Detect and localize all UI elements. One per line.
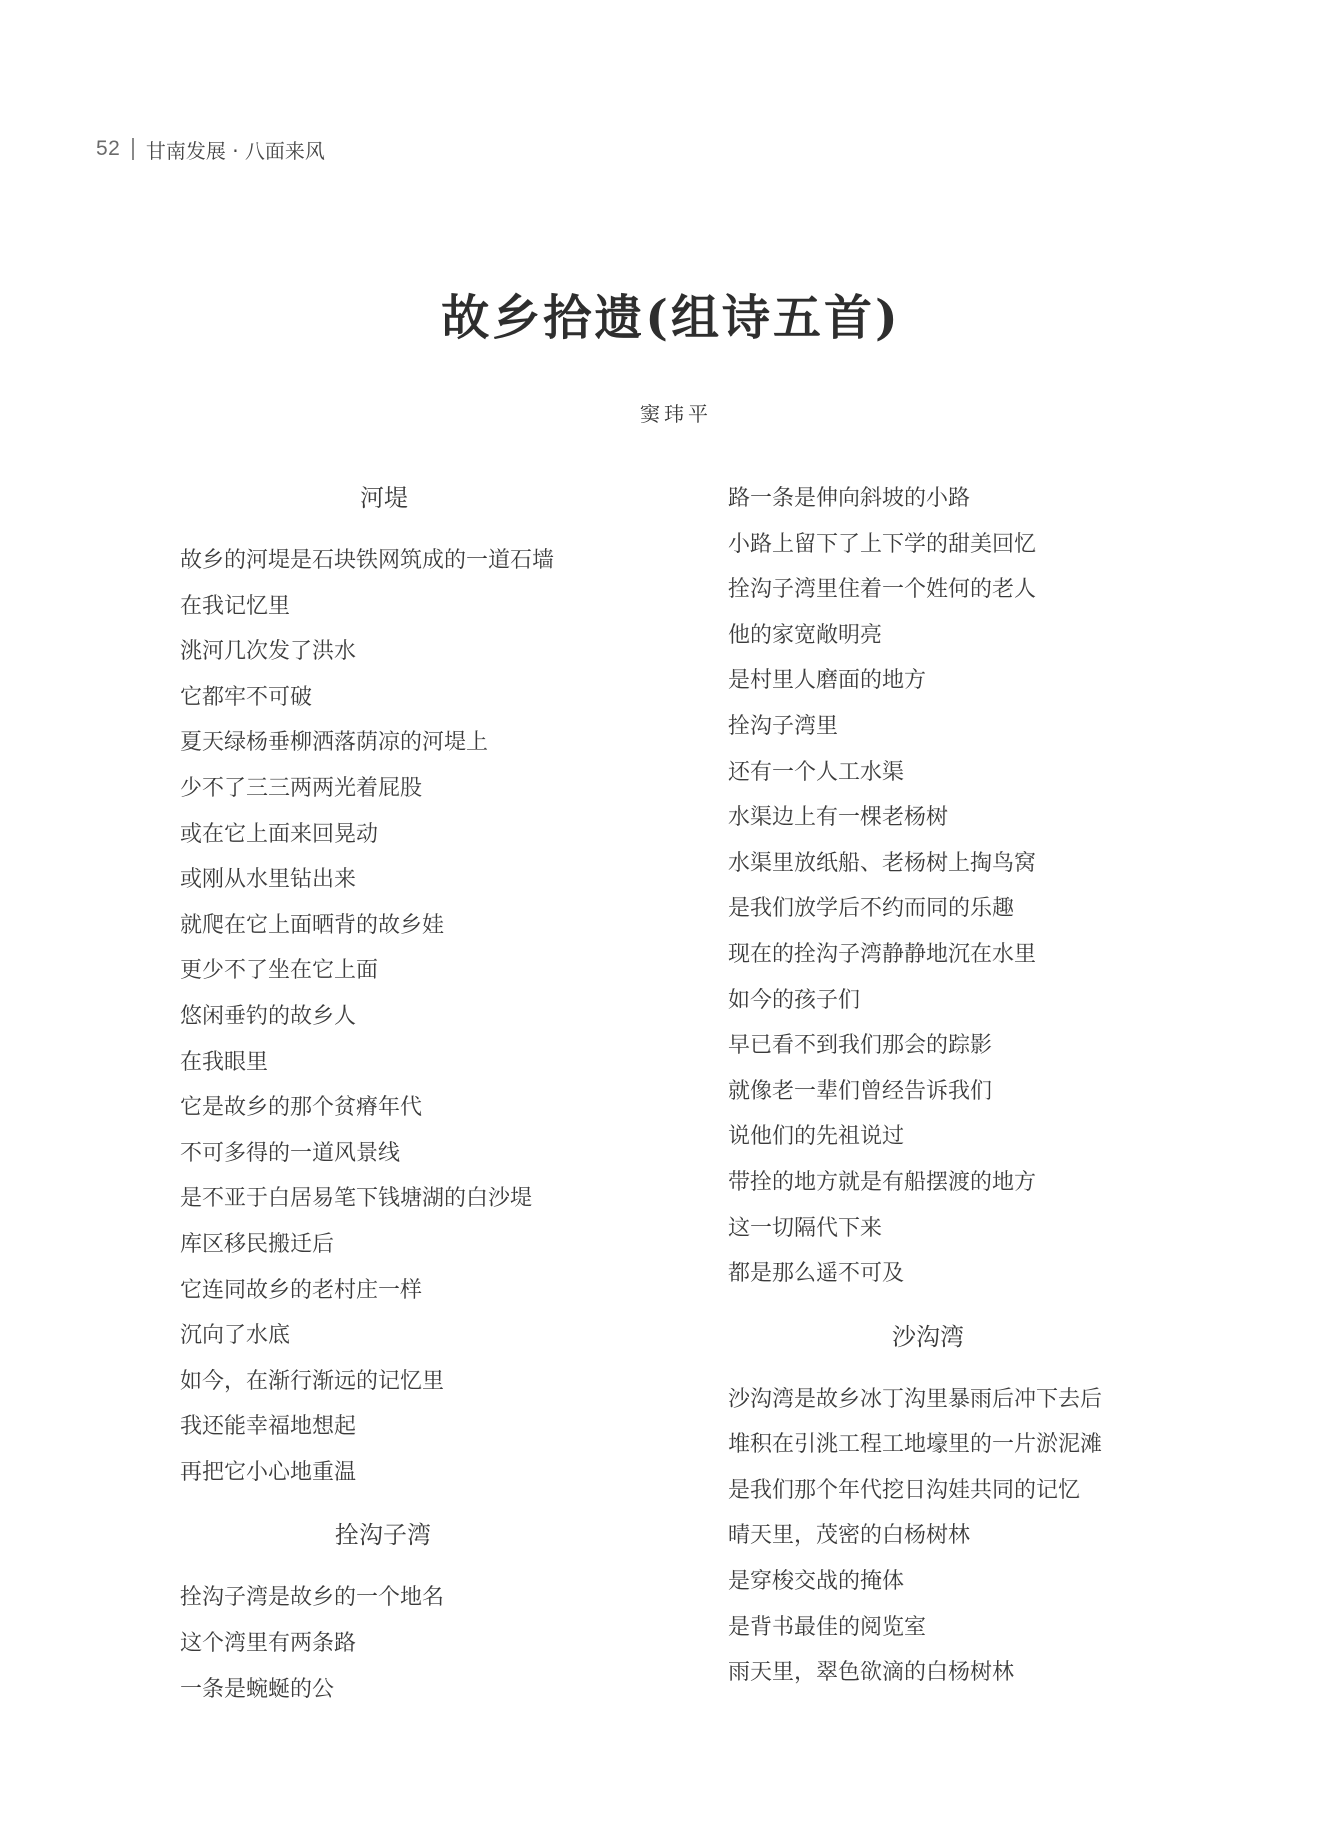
running-head bbox=[96, 134, 325, 164]
poem-line: 他的家宽敞明亮 bbox=[728, 622, 883, 648]
poem-line: 如今，在渐行渐远的记忆里 bbox=[180, 1368, 445, 1394]
poem-line: 或刚从水里钻出来 bbox=[180, 867, 357, 893]
poem-body-shagouwan bbox=[728, 1377, 1188, 1696]
poem-line: 故乡的河堤是石块铁网筑成的一道石墙 bbox=[180, 548, 555, 573]
poem-line: 它都牢不可破 bbox=[180, 684, 313, 710]
poem-line: 现在的拴沟子湾静静地沉在水里 bbox=[728, 941, 1037, 967]
poem-line: 堆积在引洮工程工地壕里的一片淤泥滩 bbox=[728, 1432, 1103, 1458]
poem-line: 都是那么遥不可及 bbox=[728, 1261, 905, 1287]
page-title: 故乡拾遗(组诗五首) bbox=[441, 290, 901, 346]
poem-line: 少不了三三两两光着屁股 bbox=[180, 775, 423, 801]
poem-heading-shagouwan: 沙沟湾 bbox=[892, 1322, 964, 1351]
poem-line: 还有一个人工水渠 bbox=[728, 759, 905, 785]
poem-line: 不可多得的一道风景线 bbox=[180, 1140, 401, 1166]
poem-heading-hedi: 河堤 bbox=[360, 484, 408, 512]
poem-line: 沙沟湾是故乡冰丁沟里暴雨后冲下去后 bbox=[728, 1386, 1103, 1412]
poem-line: 是我们放学后不约而同的乐趣 bbox=[728, 896, 1015, 922]
poem-line: 在我记忆里 bbox=[180, 593, 291, 619]
poem-line: 是不亚于白居易笔下钱塘湖的白沙堤 bbox=[180, 1186, 533, 1212]
poem-body-shuangouziwan bbox=[180, 1575, 620, 1712]
poem-line: 一条是蜿蜒的公 bbox=[180, 1676, 335, 1702]
poem-body-hedi bbox=[180, 538, 620, 1495]
poem-line: 雨天里，翠色欲滴的白杨树林 bbox=[728, 1660, 1015, 1686]
poem-line: 路一条是伸向斜坡的小路 bbox=[728, 486, 971, 511]
poem-line: 是穿梭交战的掩体 bbox=[728, 1569, 905, 1595]
poem-line: 就像老一辈们曾经告诉我们 bbox=[728, 1078, 993, 1104]
poem-line: 是背书最佳的阅览室 bbox=[728, 1614, 927, 1640]
right-column bbox=[728, 476, 1188, 1696]
section-gap bbox=[728, 1297, 1188, 1317]
poem-line: 拴沟子湾是故乡的一个地名 bbox=[180, 1585, 445, 1611]
poem-line: 悠闲垂钓的故乡人 bbox=[180, 1003, 357, 1029]
poem-line: 拴沟子湾里住着一个姓何的老人 bbox=[728, 577, 1037, 603]
poem-line: 库区移民搬迁后 bbox=[180, 1231, 335, 1257]
poem-line: 更少不了坐在它上面 bbox=[180, 958, 379, 984]
poem-line: 晴天里，茂密的白杨树林 bbox=[728, 1523, 971, 1549]
poem-line: 小路上留下了上下学的甜美回忆 bbox=[728, 531, 1037, 557]
section-name: 甘南发展 · 八面来风 bbox=[145, 138, 325, 163]
poem-line: 水渠里放纸船、老杨树上掏鸟窝 bbox=[728, 850, 1037, 876]
author-name: 窦玮平 bbox=[640, 402, 712, 426]
poem-line: 水渠边上有一棵老杨树 bbox=[728, 805, 949, 831]
poem-line: 如今的孩子们 bbox=[728, 987, 861, 1013]
poem-line: 是我们那个年代挖日沟娃共同的记忆 bbox=[728, 1477, 1081, 1503]
poem-line: 我还能幸福地想起 bbox=[180, 1414, 357, 1440]
poem-line: 在我眼里 bbox=[180, 1049, 269, 1075]
poem-line: 沉向了水底 bbox=[180, 1323, 291, 1349]
poem-line: 带拴的地方就是有船摆渡的地方 bbox=[728, 1169, 1037, 1195]
poem-line: 早已看不到我们那会的踪影 bbox=[728, 1033, 993, 1059]
poem-line: 或在它上面来回晃动 bbox=[180, 821, 379, 847]
poem-line: 就爬在它上面晒背的故乡娃 bbox=[180, 912, 445, 938]
poem-heading-shuangouziwan: 拴沟子湾 bbox=[335, 1521, 431, 1550]
page-number: 52 bbox=[96, 137, 121, 160]
poem-body-shuangouziwan-continued bbox=[728, 476, 1188, 1297]
left-column bbox=[180, 478, 620, 1712]
poem-line: 是村里人磨面的地方 bbox=[728, 668, 927, 694]
poem-line: 夏天绿杨垂柳洒落荫凉的河堤上 bbox=[180, 730, 489, 756]
poem-line: 洮河几次发了洪水 bbox=[180, 639, 357, 665]
poem-line: 这一切隔代下来 bbox=[728, 1215, 883, 1241]
poem-line: 再把它小心地重温 bbox=[180, 1459, 357, 1485]
poem-line: 这个湾里有两条路 bbox=[180, 1631, 357, 1657]
poem-line: 它连同故乡的老村庄一样 bbox=[180, 1277, 423, 1303]
header-divider bbox=[132, 138, 134, 160]
poem-line: 它是故乡的那个贫瘠年代 bbox=[180, 1095, 423, 1121]
poem-line: 说他们的先祖说过 bbox=[728, 1124, 905, 1150]
poem-line: 拴沟子湾里 bbox=[728, 713, 839, 739]
section-gap bbox=[180, 1495, 620, 1515]
